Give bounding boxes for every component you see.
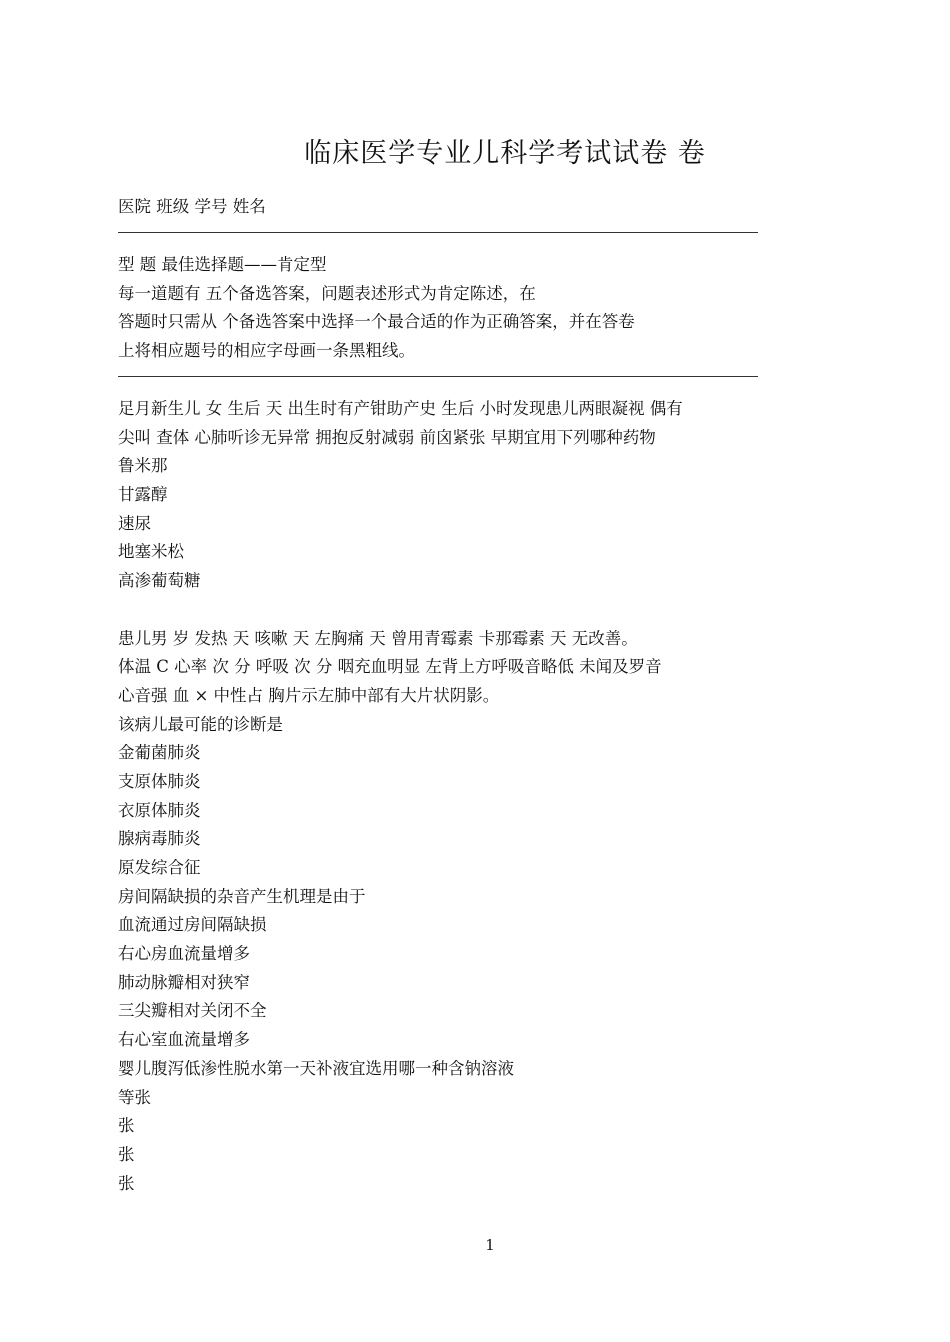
answer-option: 支原体肺炎 — [118, 771, 201, 791]
answer-option: 右心室血流量增多 — [118, 1030, 250, 1050]
answer-option: 衣原体肺炎 — [118, 800, 201, 820]
question-text: 心音强 血 × 中性占 胸片示左肺中部有大片状阴影。 — [118, 685, 500, 705]
answer-option: 原发综合征 — [118, 858, 201, 877]
student-info-line: 医院 班级 学号 姓名 — [118, 197, 266, 216]
question-text: 足月新生儿 女 生后 天 出生时有产钳助产史 生后 小时发现患儿两眼凝视 偶有 — [118, 399, 683, 418]
question-text: 房间隔缺损的杂音产生机理是由于 — [118, 886, 366, 906]
answer-option: 高渗葡萄糖 — [118, 571, 201, 591]
instructions-line: 上将相应题号的相应字母画一条黑粗线。 — [118, 340, 415, 360]
answer-option: 张 — [118, 1116, 135, 1136]
question-text: 体温 C 心率 次 分 呼吸 次 分 咽充血明显 左背上方呼吸音略低 未闻及罗音 — [118, 657, 662, 677]
question-text: 患儿男 岁 发热 天 咳嗽 天 左胸痛 天 曾用青霉素 卡那霉素 天 无改善。 — [118, 628, 638, 648]
answer-option: 等张 — [118, 1087, 151, 1107]
instructions-line: 每一道题有 五个备选答案，问题表述形式为肯定陈述，在 — [118, 283, 536, 303]
question-text: 该病儿最可能的诊断是 — [118, 714, 283, 734]
questions-body — [118, 395, 878, 1198]
question-text: 尖叫 查体 心肺听诊无异常 拥抱反射减弱 前囟紧张 早期宜用下列哪种药物 — [118, 427, 656, 447]
answer-option: 甘露醇 — [118, 485, 168, 505]
answer-option: 速尿 — [118, 513, 151, 533]
answer-option: 腺病毒肺炎 — [118, 829, 201, 849]
answer-option: 右心房血流量增多 — [118, 944, 250, 964]
divider-bottom — [118, 376, 758, 377]
page-number: 1 — [485, 1236, 495, 1254]
instructions-line: 型 题 最佳选择题——肯定型 — [118, 255, 327, 274]
exam-title: 临床医学专业儿科学考试试卷 卷 — [304, 138, 706, 169]
answer-option: 三尖瓣相对关闭不全 — [118, 1001, 267, 1021]
answer-option: 鲁米那 — [118, 456, 168, 476]
answer-option: 地塞米松 — [118, 542, 184, 562]
answer-option: 张 — [118, 1144, 135, 1164]
divider-top — [118, 232, 758, 233]
answer-option: 张 — [118, 1173, 135, 1193]
question-text: 婴儿腹泻低渗性脱水第一天补液宜选用哪一种含钠溶液 — [118, 1058, 514, 1078]
blank-line — [118, 596, 878, 625]
answer-option: 肺动脉瓣相对狭窄 — [118, 972, 250, 992]
answer-option: 血流通过房间隔缺损 — [118, 915, 267, 935]
answer-option: 金葡菌肺炎 — [118, 743, 201, 763]
instructions-block — [118, 251, 758, 365]
instructions-line: 答题时只需从 个备选答案中选择一个最合适的作为正确答案，并在答卷 — [118, 312, 635, 331]
